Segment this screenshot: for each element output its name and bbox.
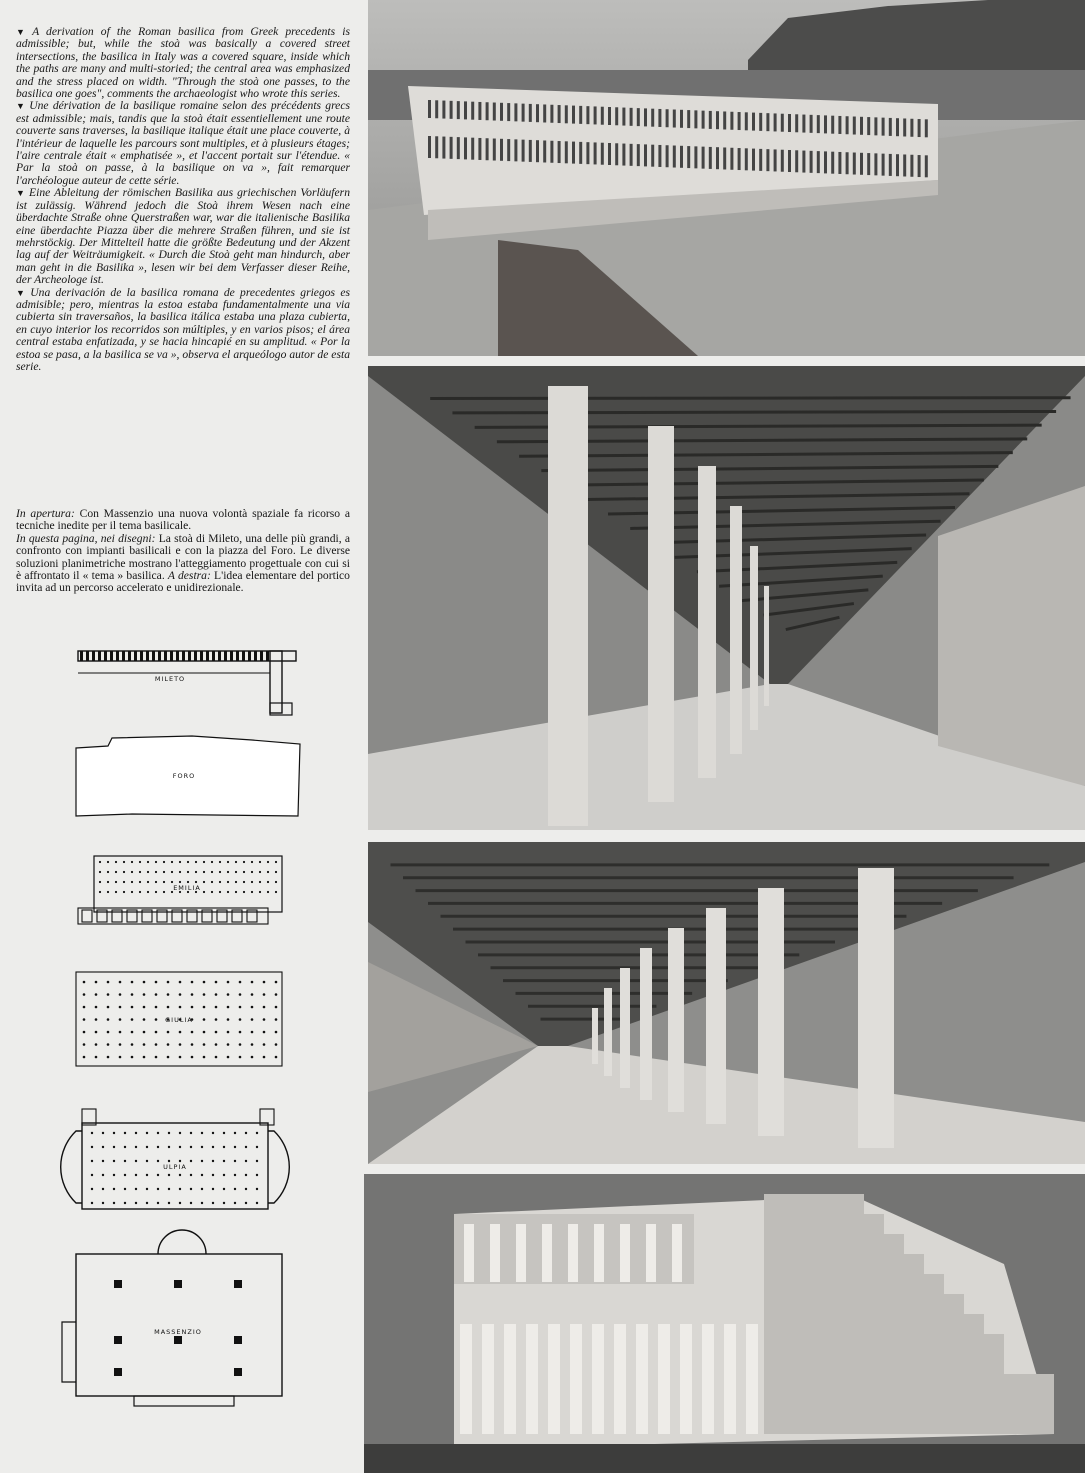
plan-ulpia [30, 1103, 320, 1221]
bullet-triangle-icon: ▼ [16, 27, 30, 37]
paragraph-german: ▼ Eine Ableitung der römischen Basilika aus griechischen Vorläufern ist zulässig. Während jedoch die Stoà ihrem Wesen nach eine überdachte Straße ohne Querstraßen war, war die italienische Basilika eine überdachte Piazza über die mehrere Straßen führen, und sie ist mehrstöckig. Der Mittelteil hatte die größte Bedeutung und der Akzent lag auf der Weiträumigkeit. « Durch die Stoà geht man hindurch, aber man geht in die Basilika », lesen wir bei dem Verfasser dieser Reihe, der Archeologe ist. [16, 186, 350, 287]
italian-captions [16, 508, 350, 595]
bullet-triangle-icon: ▼ [16, 188, 27, 199]
plan-foro [72, 730, 307, 820]
plan-label-mileto: MILETO [154, 675, 186, 683]
photo-stoa-interior-view-2 [368, 842, 1085, 1164]
plan-emilia [72, 852, 287, 944]
plan-label-massenzio: MASSENZIO [154, 1328, 202, 1336]
photo-stoa-exterior-aerial [368, 0, 1085, 356]
plan-label-giulia: GIULIA [165, 1016, 193, 1024]
paragraph-spanish: ▼ Una derivación de la basilica romana de precedentes griegos es admisible; pero, mientras la estoa estaba fundamentalmente una via cubierta sin traversaños, la basilica itálica estaba una plaza cubierta, en cuyo interior los recorridos son múltiples, y en varios pisos; el área central estaba enfatizada, y se hacia hincapié en su amplitud. « Por la estoa se pasa, a la basilica se va », observa el arqueólogo autor de esta serie. [16, 285, 350, 373]
bullet-triangle-icon: ▼ [16, 287, 28, 298]
plan-giulia [72, 968, 287, 1072]
plan-mileto [70, 645, 300, 720]
photo-stoa-interior-colonnade [368, 366, 1085, 830]
caption-disegni: In questa pagina, nei disegni: La stoà di Mileto, una delle più grandi, a confronto con impianti basilicali e con la piazza del Foro. Le diverse soluzioni planimetriche mostrano l'atteggiamento progettuale con cui si è affrontato il « tema » basilica. A destra: L'idea elementare del portico invita ad un percorso accelerato e unidirezionale. [16, 531, 351, 595]
caption-apertura: In apertura: Con Massenzio una nuova volontà spaziale fa ricorso a tecniche inedite per il tema basilicale. [16, 507, 350, 533]
plan-label-ulpia: ULPIA [163, 1163, 187, 1171]
plan-label-emilia: EMILIA [173, 884, 201, 892]
paragraph-english: ▼ A derivation of the Roman basilica from Greek precedents is admissible; but, while the stoà was basically a covered street intersections, the basilica in Italy was a covered square, inside which the paths are many and multi-storied; the central area was emphasized and the stress placed on width. "Through the stoà one passes, to the basilica one goes", comments the archaeologist who wrote this series. [16, 25, 350, 101]
bullet-triangle-icon: ▼ [16, 101, 27, 112]
photo-stoa-model [364, 1174, 1085, 1473]
plan-label-foro: FORO [172, 772, 196, 780]
multilingual-text-column [16, 26, 350, 373]
paragraph-french: ▼ Une dérivation de la basilique romaine selon des précédents grecs est admissible; mais, tandis que la stoà était essentiellement une route couverte sans traverses, la basilique italique était une place couverte, à l'intérieur de laquelle les parcours sont multiples, et à plusieurs étages; l'aire centrale était « emphatisée », et l'accent portait sur l'étendue. « Par la stoà on passe, à la basilique on va », fait remarquer l'archéologue auteur de cette série. [16, 99, 350, 187]
plan-massenzio [58, 1222, 290, 1408]
